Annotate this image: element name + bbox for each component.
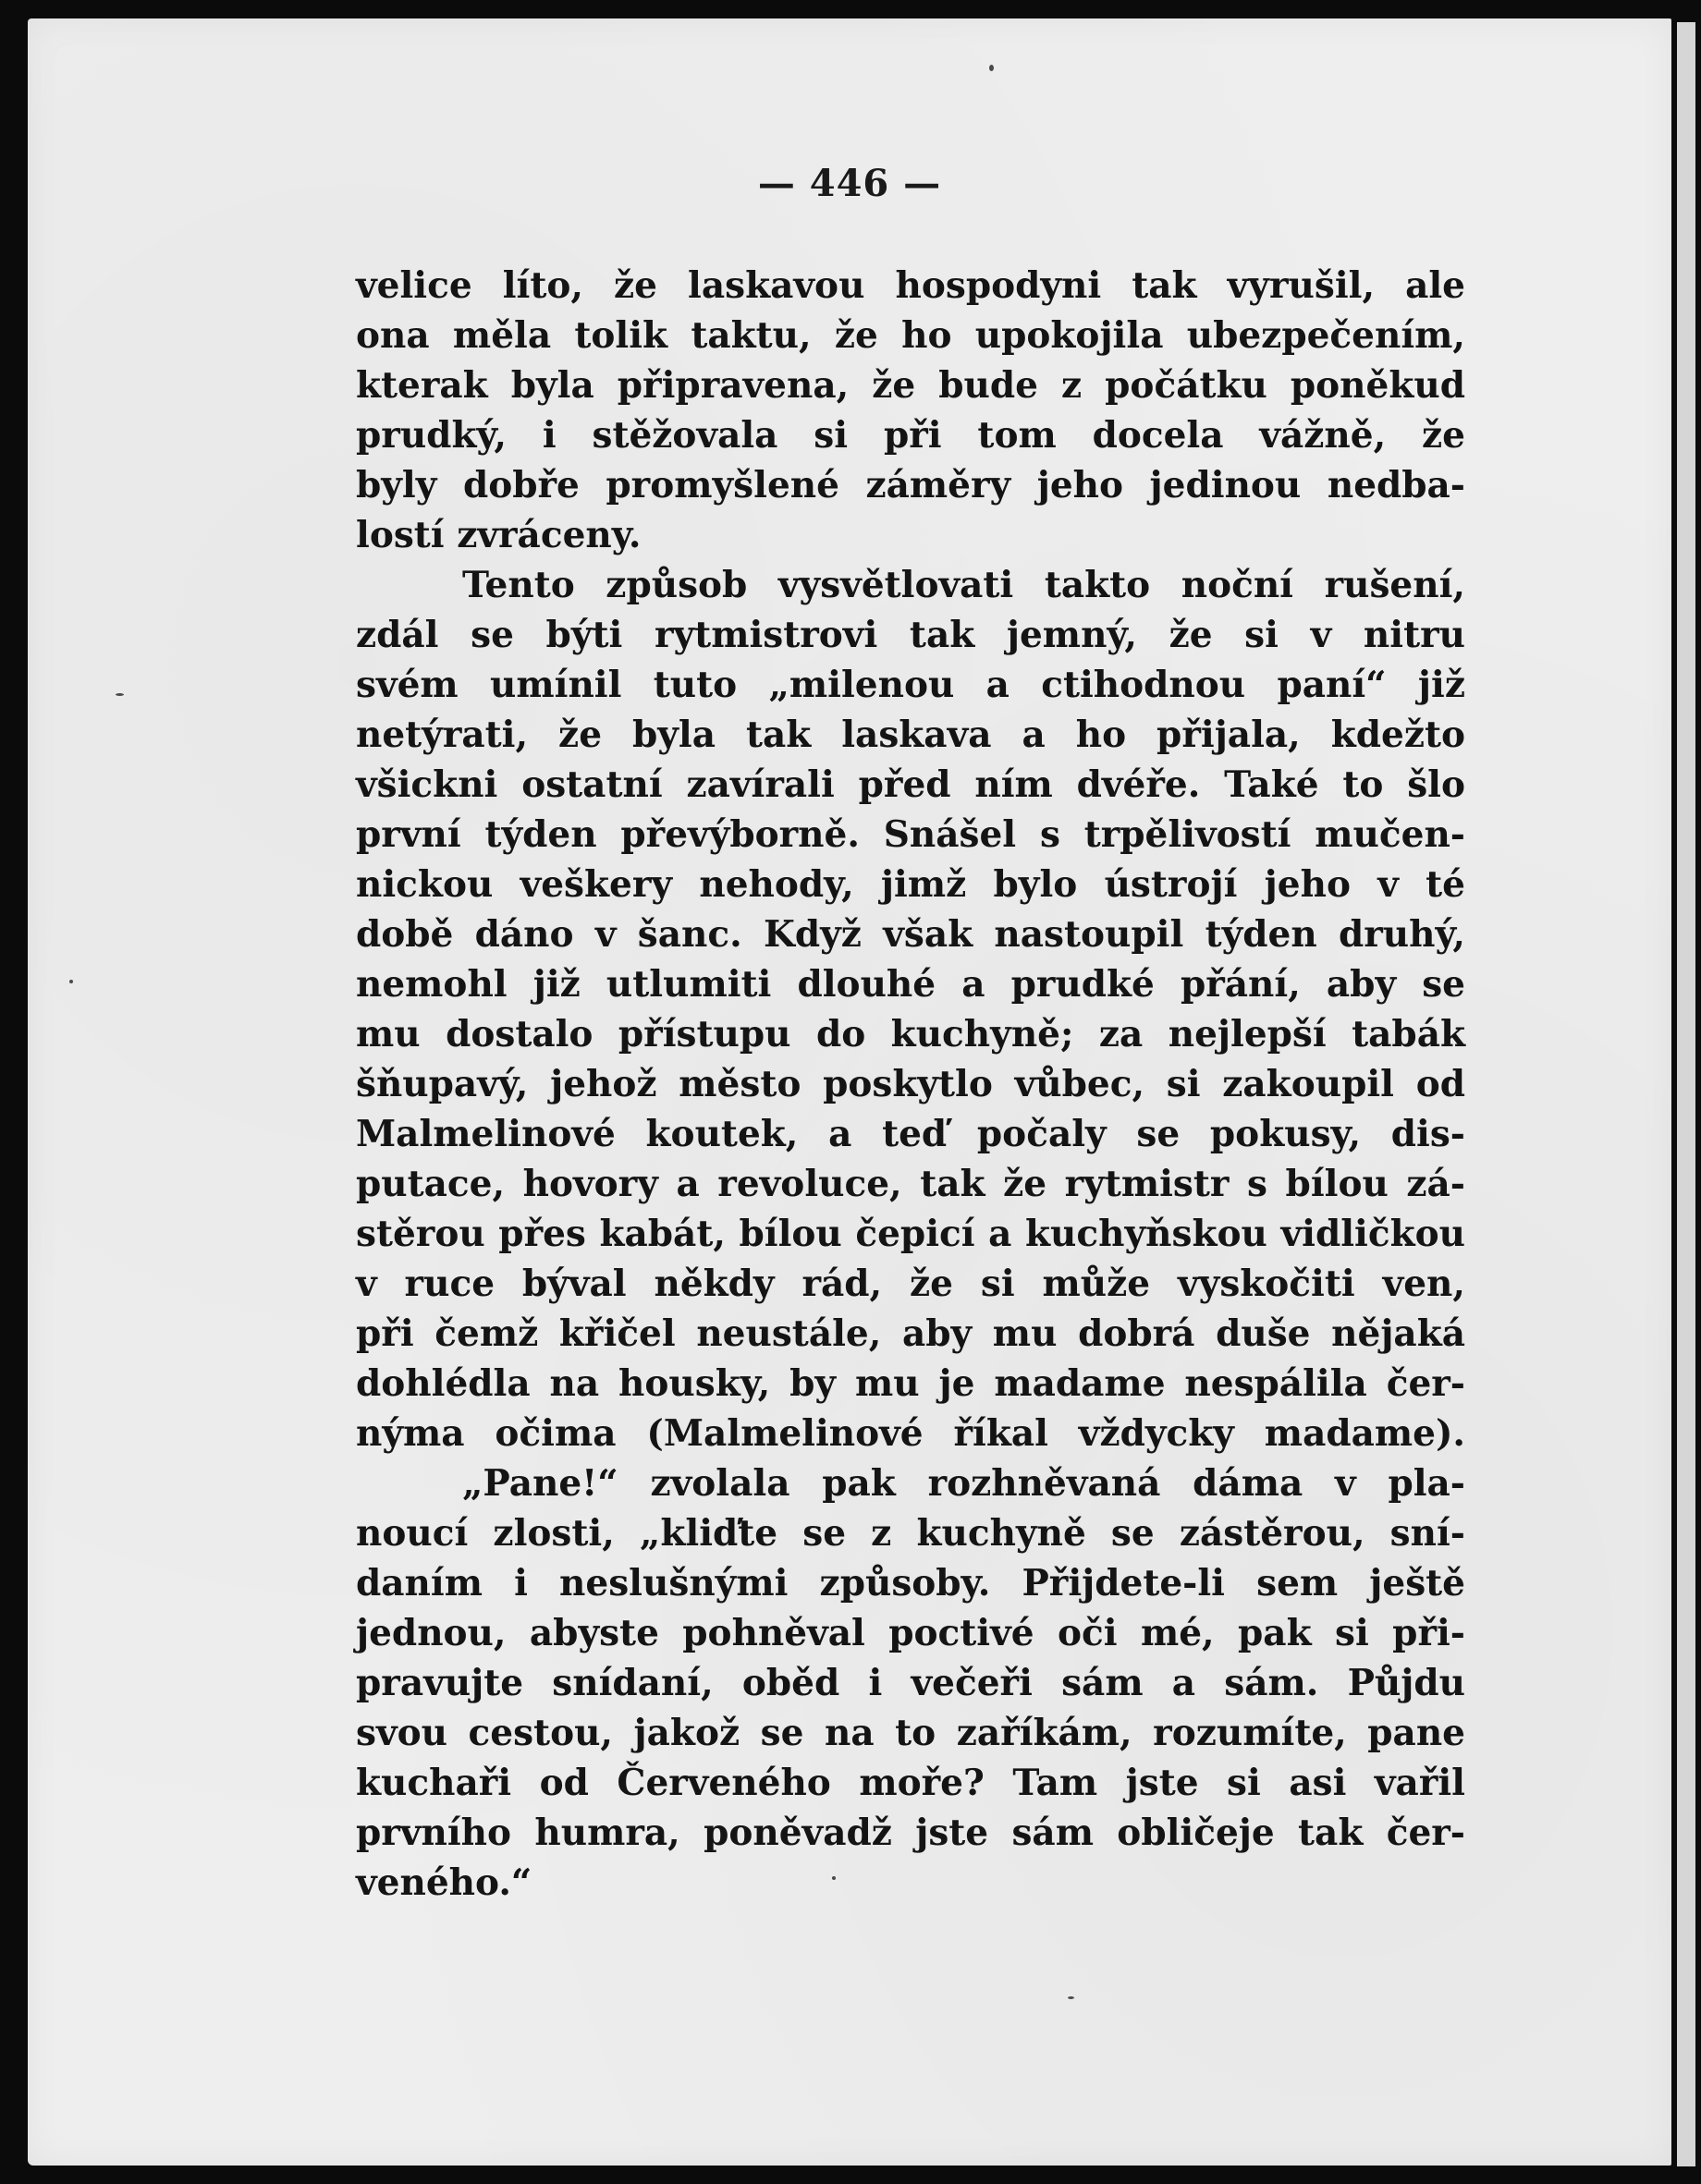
paragraph-start-line: „Pane!“ zvolala pak rozhněvaná dáma v pla- — [462, 1462, 1465, 1505]
text-line: velice líto, že laskavou hospodyni tak vyrušil, ale — [356, 264, 1465, 307]
text-line: nickou veškery nehody, jimž bylo ústrojí jeho v té — [356, 863, 1465, 906]
text-line: při čemž křičel neustále, aby mu dobrá duše nějaká — [356, 1312, 1465, 1355]
text-line: nýma očima (Malmelinové říkal vždycky madame). — [356, 1412, 1465, 1455]
text-line: prvního humra, poněvadž jste sám obličeje tak čer- — [356, 1812, 1465, 1854]
scan-speck — [1068, 1996, 1074, 1999]
text-line: stěrou přes kabát, bílou čepicí a kuchyňskou vidličkou — [356, 1213, 1465, 1255]
text-line: šňupavý, jehož město poskytlo vůbec, si zakoupil od — [356, 1063, 1465, 1105]
scan-speck — [116, 693, 124, 696]
text-line: zdál se býti rytmistrovi tak jemný, že si v nitru — [356, 614, 1465, 656]
text-line: mu dostalo přístupu do kuchyně; za nejlepší tabák — [356, 1013, 1465, 1055]
text-line: kterak byla připravena, že bude z počátku poněkud — [356, 364, 1465, 407]
page-edge-shadow — [1677, 22, 1695, 2166]
scan-speck — [69, 980, 73, 983]
text-line: všickni ostatní zavírali před ním dvéře. Také to šlo — [356, 763, 1465, 806]
text-line: Malmelinové koutek, a teď počaly se pokusy, dis- — [356, 1113, 1465, 1155]
text-line: nemohl již utlumiti dlouhé a prudké přání, aby se — [356, 963, 1465, 1006]
text-line: daním i neslušnými způsoby. Přijdete-li sem ještě — [356, 1562, 1465, 1604]
scan-speck — [832, 1876, 836, 1880]
text-line: pravujte snídaní, oběd i večeři sám a sám. Půjdu — [356, 1662, 1465, 1704]
page-number: — 446 — — [757, 162, 942, 205]
body-text — [356, 261, 1465, 1908]
text-line: netýrati, že byla tak laskava a ho přijala, kdežto — [356, 714, 1465, 756]
text-line: lostí zvráceny. — [356, 514, 642, 556]
text-line: ona měla tolik taktu, že ho upokojila ubezpečením, — [356, 314, 1465, 357]
text-line: dohlédla na housky, by mu je madame nespálila čer- — [356, 1362, 1465, 1405]
text-line: v ruce býval někdy rád, že si může vyskočiti ven, — [356, 1263, 1465, 1305]
text-line: veného.“ — [356, 1861, 532, 1904]
text-line: jednou, abyste pohněval poctivé oči mé, pak si při- — [356, 1612, 1465, 1654]
text-line: noucí zlosti, „kliďte se z kuchyně se zástěrou, sní- — [356, 1512, 1465, 1555]
text-line: svou cestou, jakož se na to zaříkám, rozumíte, pane — [356, 1712, 1465, 1754]
text-line: svém umínil tuto „milenou a ctihodnou paní“ již — [356, 664, 1465, 706]
book-page — [28, 18, 1671, 2166]
text-line: prudký, i stěžovala si při tom docela vážně, že — [356, 414, 1465, 457]
text-line: první týden převýborně. Snášel s trpělivostí mučen- — [356, 813, 1465, 856]
scan-speck — [989, 65, 994, 71]
text-line: putace, hovory a revoluce, tak že rytmistr s bílou zá- — [356, 1163, 1465, 1205]
text-line: byly dobře promyšlené záměry jeho jedinou nedba- — [356, 464, 1465, 506]
text-line: kuchaři od Červeného moře? Tam jste si asi vařil — [356, 1762, 1465, 1804]
text-line: době dáno v šanc. Když však nastoupil týden druhý, — [356, 913, 1465, 956]
paragraph-start-line: Tento způsob vysvětlovati takto noční rušení, — [462, 564, 1465, 606]
